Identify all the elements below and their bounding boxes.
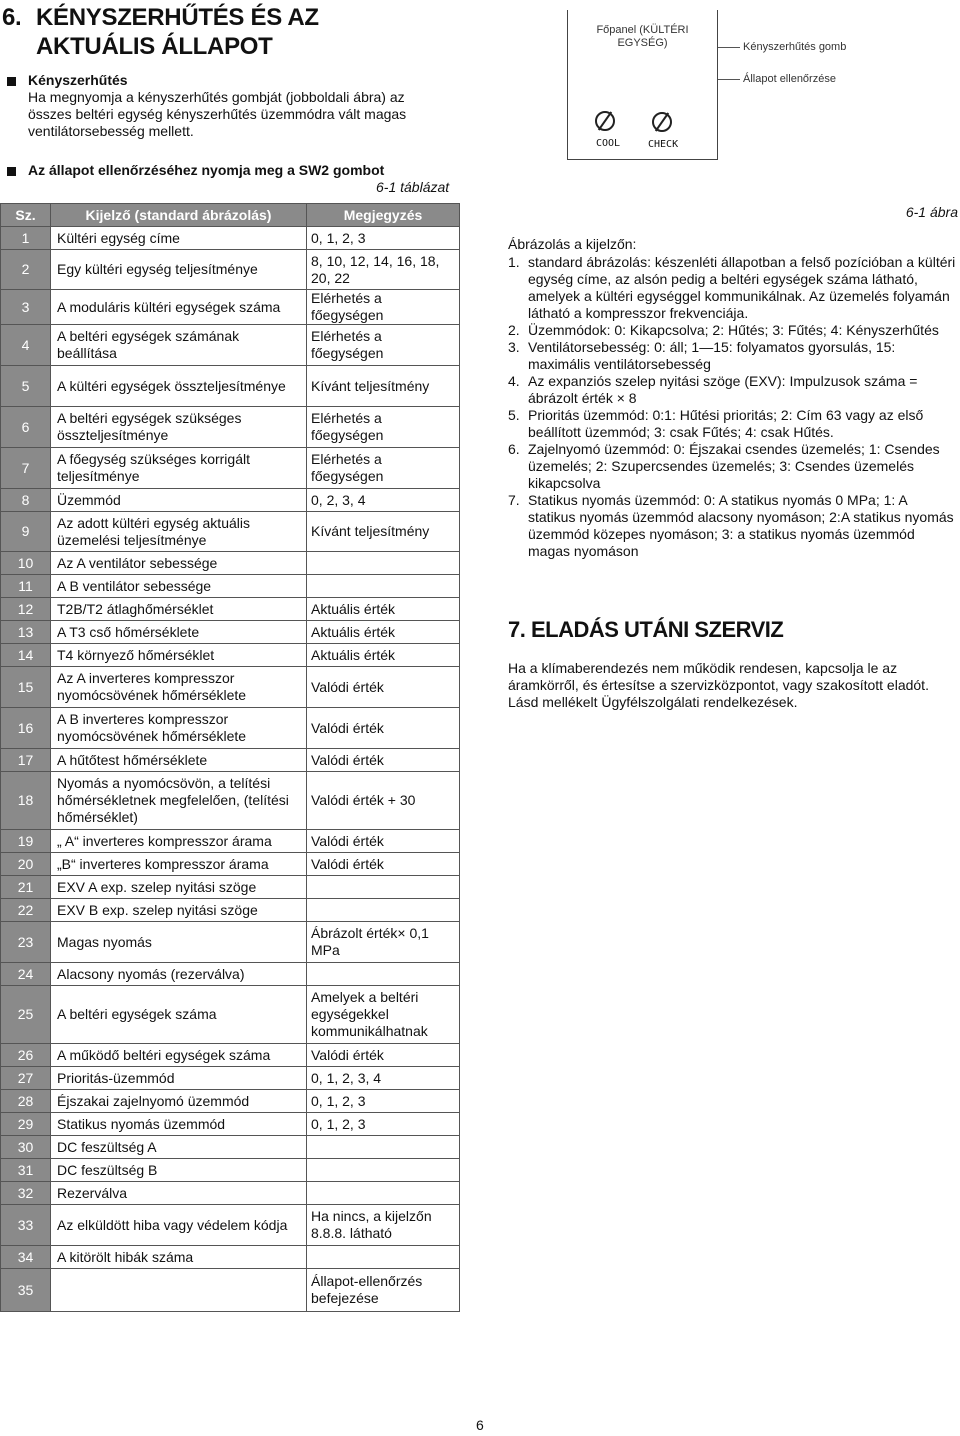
table-header-row: [1, 204, 460, 227]
table-row: [1, 986, 460, 1044]
row-number: 35: [1, 1269, 51, 1312]
row-display: A hűtőtest hőmérséklete: [51, 749, 307, 772]
row-number: 23: [1, 922, 51, 963]
col-header-note: Megjegyzés: [307, 204, 460, 227]
row-number: 8: [1, 489, 51, 512]
row-display: A B ventilátor sebessége: [51, 575, 307, 598]
row-display: Az A ventilátor sebessége: [51, 552, 307, 575]
row-note: 0, 1, 2, 3: [307, 1090, 460, 1113]
row-note: Elérhetés a főegységen: [307, 325, 460, 366]
table-row: [1, 512, 460, 552]
row-note: 0, 1, 2, 3: [307, 1113, 460, 1136]
display-note: [508, 373, 958, 407]
row-number: 30: [1, 1136, 51, 1159]
row-number: 5: [1, 366, 51, 407]
row-display: „B“ inverteres kompresszor árama: [51, 853, 307, 876]
row-note: Valódi érték: [307, 708, 460, 749]
row-display: DC feszültség B: [51, 1159, 307, 1182]
note-number: 3.: [508, 339, 520, 355]
table-row: [1, 876, 460, 899]
control-panel-figure: [567, 10, 959, 160]
display-notes: [508, 254, 958, 560]
row-display: Üzemmód: [51, 489, 307, 512]
row-note: Valódi érték: [307, 1044, 460, 1067]
section-number: 6.: [2, 4, 22, 31]
table-row: [1, 448, 460, 489]
row-note: Amelyek a beltéri egységekkel kommunikálhatnak: [307, 986, 460, 1044]
row-number: 21: [1, 876, 51, 899]
row-number: 28: [1, 1090, 51, 1113]
check-knob-icon[interactable]: [652, 112, 672, 132]
row-number: 32: [1, 1182, 51, 1205]
row-display: Az elküldött hiba vagy védelem kódja: [51, 1205, 307, 1246]
leader-line: [718, 79, 740, 80]
table-row: [1, 749, 460, 772]
panel-label: [567, 24, 718, 50]
status-check-label: Állapot ellenőrzése: [743, 73, 836, 85]
bullet1-text: Ha megnyomja a kényszerhűtés gombját (jobboldali ábra) az összes beltéri egység kényszerhűtés üzemmódra vált magas ventilátorsebesség mellett.: [28, 89, 407, 139]
row-display: Egy kültéri egység teljesítménye: [51, 250, 307, 290]
note-text: Statikus nyomás üzemmód: 0: A statikus nyomás 0 MPa; 1: A statikus nyomás üzemmód alacsony nyomáson; 2:A statikus nyomás üzemmód közepes nyomáson; 3: a statikus nyomás üzemmód magas nyomáson: [528, 492, 954, 559]
table-row: [1, 1182, 460, 1205]
cool-button-label: COOL: [596, 138, 621, 149]
table-row: [1, 250, 460, 290]
table-row: [1, 667, 460, 708]
display-note: [508, 407, 958, 441]
table-row: [1, 227, 460, 250]
note-text: Ventilátorsebesség: 0: áll; 1—15: folyamatos gyorsulás, 15: maximális ventilátorsebesség: [528, 339, 896, 372]
row-display: Statikus nyomás üzemmód: [51, 1113, 307, 1136]
row-number: 31: [1, 1159, 51, 1182]
row-display: A B inverteres kompresszor nyomócsövének hőmérséklete: [51, 708, 307, 749]
display-note: [508, 492, 958, 560]
row-note: [307, 575, 460, 598]
table-row: [1, 1113, 460, 1136]
row-number: 20: [1, 853, 51, 876]
row-note: Valódi érték: [307, 749, 460, 772]
row-note: Elérhetés a főegységen: [307, 290, 460, 325]
row-note: Elérhetés a főegységen: [307, 407, 460, 448]
note-text: Zajelnyomó üzemmód: 0: Éjszakai csendes üzemelés; 1: Csendes üzemelés; 2: Szupercsendes üzemelés; 3: Csendes üzemelés kikapcsolva: [528, 441, 940, 491]
row-number: 10: [1, 552, 51, 575]
row-note: Valódi érték: [307, 853, 460, 876]
table-row: [1, 598, 460, 621]
table-row: [1, 853, 460, 876]
table-row: [1, 1246, 460, 1269]
row-note: Kívánt teljesítmény: [307, 512, 460, 552]
panel-label-line1: Főpanel (KÜLTÉRI: [596, 24, 689, 36]
row-number: 29: [1, 1113, 51, 1136]
row-note: [307, 1246, 460, 1269]
section-title: KÉNYSZERHŰTÉS ÉS AZ AKTUÁLIS ÁLLAPOT: [36, 4, 319, 60]
note-number: 5.: [508, 407, 520, 423]
row-number: 24: [1, 963, 51, 986]
note-number: 7.: [508, 492, 520, 508]
row-number: 26: [1, 1044, 51, 1067]
table-row: [1, 290, 460, 325]
row-note: 0, 2, 3, 4: [307, 489, 460, 512]
panel-label-line2: EGYSÉG): [617, 37, 668, 49]
row-display: A kitörölt hibák száma: [51, 1246, 307, 1269]
table-row: [1, 1090, 460, 1113]
row-number: 18: [1, 772, 51, 830]
table-row: [1, 366, 460, 407]
bullet-icon: [7, 167, 16, 176]
row-number: 25: [1, 986, 51, 1044]
row-number: 27: [1, 1067, 51, 1090]
row-display: A beltéri egységek szükséges összteljesítménye: [51, 407, 307, 448]
table-row: [1, 963, 460, 986]
row-display: Prioritás-üzemmód: [51, 1067, 307, 1090]
note-text: Üzemmódok: 0: Kikapcsolva; 2: Hűtés; 3: Fűtés; 4: Kényszerhűtés: [528, 322, 939, 338]
row-number: 12: [1, 598, 51, 621]
table-row: [1, 1205, 460, 1246]
row-display: Az adott kültéri egység aktuális üzemelési teljesítménye: [51, 512, 307, 552]
table-row: [1, 575, 460, 598]
display-title: Ábrázolás a kijelzőn:: [508, 236, 637, 252]
row-number: 22: [1, 899, 51, 922]
bullet1-title: Kényszerhűtés: [28, 72, 128, 88]
row-note: [307, 899, 460, 922]
row-note: [307, 1136, 460, 1159]
row-display: Alacsony nyomás (rezerválva): [51, 963, 307, 986]
row-display: A moduláris kültéri egységek száma: [51, 290, 307, 325]
row-display: EXV B exp. szelep nyitási szöge: [51, 899, 307, 922]
table-row: [1, 708, 460, 749]
table-caption: 6-1 táblázat: [376, 179, 450, 195]
table-row: [1, 325, 460, 366]
note-number: 2.: [508, 322, 520, 338]
row-display: DC feszültség A: [51, 1136, 307, 1159]
force-cool-label: Kényszerhűtés gomb: [743, 41, 847, 53]
row-number: 19: [1, 830, 51, 853]
row-note: [307, 1182, 460, 1205]
check-button-label: CHECK: [648, 139, 679, 150]
row-display: [51, 1269, 307, 1312]
row-note: Ábrázolt érték× 0,1 MPa: [307, 922, 460, 963]
note-number: 6.: [508, 441, 520, 457]
display-note: [508, 339, 958, 373]
page-number: 6: [476, 1417, 484, 1433]
table-row: [1, 552, 460, 575]
row-display: Rezerválva: [51, 1182, 307, 1205]
row-display: „ A“ inverteres kompresszor árama: [51, 830, 307, 853]
row-note: 0, 1, 2, 3, 4: [307, 1067, 460, 1090]
row-note: Kívánt teljesítmény: [307, 366, 460, 407]
table-row: [1, 489, 460, 512]
table-row: [1, 1269, 460, 1312]
row-number: 9: [1, 512, 51, 552]
row-display: A beltéri egységek száma: [51, 986, 307, 1044]
row-number: 1: [1, 227, 51, 250]
display-note: [508, 441, 958, 492]
col-header-no: Sz.: [1, 204, 51, 227]
note-text: standard ábrázolás: készenléti állapotban a felső pozícióban a kültéri egység címe, az alsón pedig a beltéri egységek száma látható, amelyek a kültéri egységgel kommunikálnak. Az üzemelés folyamán látható a kompresszor frekvenciája.: [528, 254, 956, 321]
row-number: 14: [1, 644, 51, 667]
row-display: A beltéri egységek számának beállítása: [51, 325, 307, 366]
row-note: Valódi érték: [307, 667, 460, 708]
bullet2-text: Az állapot ellenőrzéséhez nyomja meg a SW2 gombot: [28, 162, 385, 178]
col-header-display: Kijelző (standard ábrázolás): [51, 204, 307, 227]
row-number: 16: [1, 708, 51, 749]
table-row: [1, 1159, 460, 1182]
row-number: 11: [1, 575, 51, 598]
row-display: Nyomás a nyomócsövön, a telítési hőmérsékletnek megfelelően, (telítési hőmérséklet): [51, 772, 307, 830]
cool-knob-icon[interactable]: [595, 111, 615, 131]
row-number: 4: [1, 325, 51, 366]
row-display: Magas nyomás: [51, 922, 307, 963]
table-row: [1, 830, 460, 853]
section-7-text: Ha a klímaberendezés nem működik rendesen, kapcsolja le az áramkörről, és értesítse a szervizközpontot, vagy szakosított eladót. Lásd mellékelt Ügyfélszolgálati rendelkezések.: [508, 660, 929, 710]
row-display: Kültéri egység címe: [51, 227, 307, 250]
row-note: Valódi érték: [307, 830, 460, 853]
row-display: T2B/T2 átlaghőmérséklet: [51, 598, 307, 621]
row-number: 2: [1, 250, 51, 290]
row-number: 15: [1, 667, 51, 708]
note-text: Prioritás üzemmód: 0:1: Hűtési prioritás; 2: Cím 63 vagy az első beállított üzemmód; 3: csak Fűtés; 4: csak Hűtés.: [528, 407, 924, 440]
row-note: Ha nincs, a kijelzőn 8.8.8. látható: [307, 1205, 460, 1246]
table-row: [1, 1067, 460, 1090]
row-number: 34: [1, 1246, 51, 1269]
table-row: [1, 922, 460, 963]
row-note: Aktuális érték: [307, 644, 460, 667]
leader-line: [718, 47, 740, 48]
row-note: Aktuális érték: [307, 621, 460, 644]
row-display: Éjszakai zajelnyomó üzemmód: [51, 1090, 307, 1113]
table-row: [1, 621, 460, 644]
bullet-icon: [7, 77, 16, 86]
row-display: T4 környező hőmérséklet: [51, 644, 307, 667]
row-number: 3: [1, 290, 51, 325]
row-number: 6: [1, 407, 51, 448]
row-note: 8, 10, 12, 14, 16, 18, 20, 22: [307, 250, 460, 290]
row-number: 33: [1, 1205, 51, 1246]
table-row: [1, 644, 460, 667]
figure-ref: 6-1 ábra: [905, 204, 958, 220]
section-7-heading: 7. ELADÁS UTÁNI SZERVIZ: [508, 617, 784, 642]
row-number: 13: [1, 621, 51, 644]
row-note: [307, 963, 460, 986]
row-note: [307, 552, 460, 575]
table-row: [1, 899, 460, 922]
table-row: [1, 1136, 460, 1159]
row-number: 17: [1, 749, 51, 772]
row-note: Aktuális érték: [307, 598, 460, 621]
note-text: Az expanziós szelep nyitási szöge (EXV): Impulzusok száma = ábrázolt érték × 8: [528, 373, 918, 406]
note-number: 4.: [508, 373, 520, 389]
row-display: A T3 cső hőmérséklete: [51, 621, 307, 644]
row-note: Állapot-ellenőrzés befejezése: [307, 1269, 460, 1312]
table-row: [1, 1044, 460, 1067]
row-note: Valódi érték + 30: [307, 772, 460, 830]
display-note: [508, 322, 958, 339]
row-display: A főegység szükséges korrigált teljesítménye: [51, 448, 307, 489]
table-row: [1, 772, 460, 830]
table-row: [1, 407, 460, 448]
row-display: EXV A exp. szelep nyitási szöge: [51, 876, 307, 899]
row-note: 0, 1, 2, 3: [307, 227, 460, 250]
row-number: 7: [1, 448, 51, 489]
row-note: [307, 876, 460, 899]
row-note: [307, 1159, 460, 1182]
note-number: 1.: [508, 254, 520, 270]
status-table: [0, 203, 460, 1312]
display-note: [508, 254, 958, 322]
row-display: A kültéri egységek összteljesítménye: [51, 366, 307, 407]
row-note: Elérhetés a főegységen: [307, 448, 460, 489]
row-display: Az A inverteres kompresszor nyomócsövének hőmérséklete: [51, 667, 307, 708]
row-display: A működő beltéri egységek száma: [51, 1044, 307, 1067]
